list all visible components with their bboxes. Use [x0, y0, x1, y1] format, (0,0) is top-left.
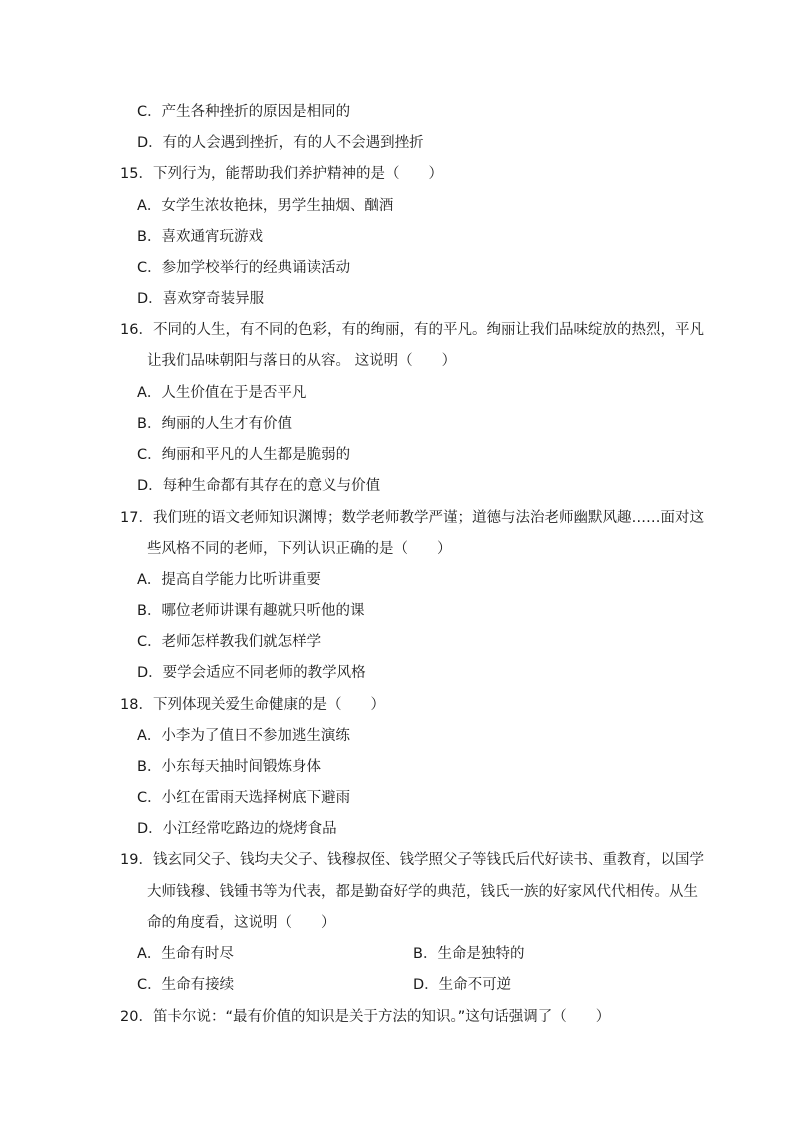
q20-stem: 20．笛卡尔说：“最有价值的知识是关于方法的知识。”这句话强调了（ ）	[120, 1009, 611, 1025]
q15-option-c: C．参加学校举行的经典诵读活动	[137, 260, 351, 276]
q14-option-c: C．产生各种挫折的原因是相同的	[137, 104, 351, 120]
q17-stem-line-1: 17．我们班的语文老师知识渊博；数学老师教学严谨；道德与法治老师幽默风趣……面对这	[120, 510, 704, 526]
q17-option-c: C．老师怎样教我们就怎样学	[137, 634, 322, 650]
q15-option-d: D．喜欢穿奇装异服	[137, 291, 265, 307]
q19-stem-line-3: 命的角度看，这说明（ ）	[147, 915, 336, 931]
q19-stem-line-1: 19．钱玄同父子、钱均夫父子、钱穆叔侄、钱学照父子等钱氏后代好读书、重教育，以国学	[120, 852, 704, 868]
q16-option-c: C．绚丽和平凡的人生都是脆弱的	[137, 447, 351, 463]
q18-option-d: D．小江经常吃路边的烧烤食品	[137, 821, 337, 837]
q16-stem-line-1: 16．不同的人生，有不同的色彩，有的绚丽，有的平凡。绚丽让我们品味绽放的热烈，平凡	[120, 322, 704, 338]
q18-option-c: C．小红在雷雨天选择树底下避雨	[137, 790, 351, 806]
q17-option-b: B．哪位老师讲课有趣就只听他的课	[137, 603, 365, 619]
q19-option-d: D．生命不可逆	[413, 977, 512, 993]
q17-stem-line-2: 些风格不同的老师，下列认识正确的是（ ）	[147, 541, 452, 557]
q17-option-d: D．要学会适应不同老师的教学风格	[137, 665, 366, 681]
q14-option-d: D．有的人会遇到挫折，有的人不会遇到挫折	[137, 135, 424, 151]
q19-stem-line-2: 大师钱穆、钱锺书等为代表，都是勤奋好学的典范，钱氏一族的好家风代代相传。从生	[147, 884, 698, 900]
q18-option-b: B．小东每天抽时间锻炼身体	[137, 759, 321, 775]
q15-stem: 15．下列行为，能帮助我们养护精神的是（ ）	[120, 166, 443, 182]
q15-option-b: B．喜欢通宵玩游戏	[137, 229, 263, 245]
q16-option-a: A．人生价值在于是否平凡	[137, 385, 307, 401]
q18-stem: 18．下列体现关爱生命健康的是（ ）	[120, 697, 385, 713]
q16-stem-line-2: 让我们品味朝阳与落日的从容。 这说明（ ）	[147, 353, 457, 369]
q19-option-c: C．生命有接续	[137, 977, 235, 993]
q15-option-a: A．女学生浓妆艳抹，男学生抽烟、酗酒	[137, 198, 394, 214]
q16-option-d: D．每种生命都有其存在的意义与价值	[137, 478, 381, 494]
q16-option-b: B．绚丽的人生才有价值	[137, 416, 292, 432]
q17-option-a: A．提高自学能力比听讲重要	[137, 572, 321, 588]
q19-option-a: A．生命有时尽	[137, 946, 234, 962]
q19-option-b: B．生命是独特的	[413, 946, 525, 962]
q18-option-a: A．小李为了值日不参加逃生演练	[137, 728, 350, 744]
